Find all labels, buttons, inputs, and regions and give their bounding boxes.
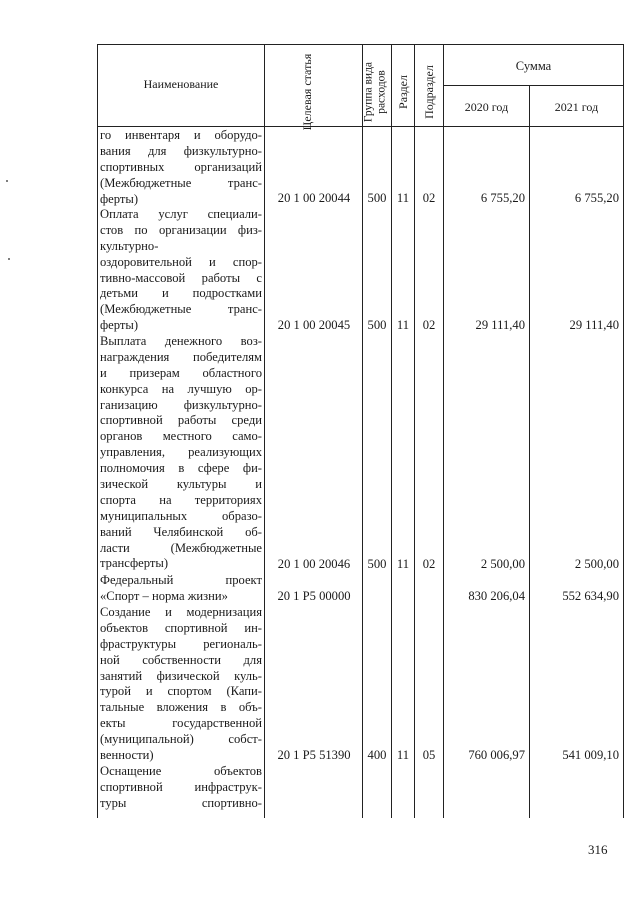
row-6-line-2: спортивной инфраструк- [100, 779, 262, 794]
row-2-line-5: тивно-массовой работы с [100, 270, 262, 285]
header-subsection: Подраздел [422, 65, 436, 119]
row-3-group: 500 [367, 557, 387, 571]
row-5-name [100, 605, 262, 764]
row-3-line-9: полномочия в сфере фи- [100, 461, 262, 476]
row-2-line-2: стов по организации физ- [100, 222, 262, 237]
scan-speck [6, 180, 8, 182]
row-3-line-1: Выплата денежного воз- [100, 334, 262, 348]
row-4-name [100, 573, 262, 605]
row-4-line-1: Федеральный проект [100, 573, 262, 587]
row-4-target: 20 1 P5 00000 [277, 589, 351, 603]
row-3-line-12: муниципальных образо- [100, 508, 262, 523]
row-5-group: 400 [367, 748, 387, 762]
row-6-line-1: Оснащение объектов [100, 764, 262, 778]
header-section: Раздел [396, 75, 410, 109]
row-2-subsection: 02 [422, 318, 436, 332]
row-1-line-1: го инвентаря и оборудо- [100, 128, 262, 142]
header-group [363, 52, 391, 133]
row-5-line-3: фраструктуры региональ- [100, 636, 262, 651]
col-border-group [391, 44, 392, 818]
row-4-line-2: «Спорт – норма жизни» [100, 588, 228, 603]
row-3-subsection: 02 [422, 557, 436, 571]
row-5-2021: 541 009,10 [562, 748, 619, 762]
col-border-left [97, 44, 98, 818]
row-3-2021: 2 500,00 [574, 557, 619, 571]
col-border-target [362, 44, 363, 818]
row-5-2020: 760 006,97 [468, 748, 525, 762]
row-3-line-3: и призерам областного [100, 365, 262, 380]
row-3-line-15: трансферты) [100, 556, 169, 571]
row-3-line-13: ваний Челябинской об- [100, 524, 262, 539]
row-3-line-11: спорта на территориях [100, 492, 262, 507]
row-1-line-4: (Межбюджетные транс- [100, 175, 262, 190]
row-5-line-4: ной собственности для [100, 652, 262, 667]
header-target [300, 43, 328, 141]
row-1-name [100, 128, 262, 207]
row-5-line-1: Создание и модернизация [100, 605, 262, 619]
row-5-subsection: 05 [422, 748, 436, 762]
row-5-target: 20 1 P5 51390 [277, 748, 351, 762]
col-border-section [414, 44, 415, 818]
row-5-line-5: занятий физической куль- [100, 668, 262, 683]
table-top-border [97, 44, 624, 45]
row-5-line-10: венности) [100, 748, 154, 763]
row-2-line-6: детьми и подростками [100, 286, 262, 301]
col-border-name [264, 44, 265, 818]
header-name: Наименование [143, 77, 219, 91]
row-5-section: 11 [396, 748, 410, 762]
row-3-line-7: органов местного само- [100, 429, 262, 444]
row-3-line-2: награждения победителям [100, 349, 262, 364]
row-2-line-3: культурно- [100, 238, 159, 253]
row-1-line-3: спортивных организаций [100, 159, 262, 174]
row-4-2021: 552 634,90 [562, 589, 619, 603]
scan-speck [8, 258, 10, 260]
row-6-name [100, 764, 262, 812]
row-2-line-7: (Межбюджетные транс- [100, 302, 262, 317]
row-5-line-9: (муниципальной) собст- [100, 732, 262, 747]
row-2-2021: 29 111,40 [569, 318, 619, 332]
row-1-group: 500 [367, 191, 387, 205]
row-1-2020: 6 755,20 [480, 191, 525, 205]
row-3-section: 11 [396, 557, 410, 571]
page-number: 316 [588, 842, 608, 857]
header-bottom-border [97, 126, 624, 127]
row-1-subsection: 02 [422, 191, 436, 205]
header-year-2021: 2021 год [554, 100, 599, 114]
header-group-text: Группа вида расходов [362, 61, 388, 123]
row-3-name [100, 334, 262, 572]
row-1-2021: 6 755,20 [574, 191, 619, 205]
row-3-line-10: зической культуры и [100, 477, 262, 492]
header-year-2020: 2020 год [464, 100, 509, 114]
row-5-line-8: екты государственной [100, 716, 262, 731]
row-6-line-3: туры спортивно- [100, 795, 262, 810]
row-5-line-7: тальные вложения в объ- [100, 700, 262, 715]
row-1-section: 11 [396, 191, 410, 205]
row-3-line-8: управления, реализующих [100, 445, 262, 460]
sum-subheader-line [443, 85, 624, 86]
row-3-2020: 2 500,00 [480, 557, 525, 571]
row-2-target: 20 1 00 20045 [277, 318, 351, 332]
row-3-target: 20 1 00 20046 [277, 557, 351, 571]
row-2-2020: 29 111,40 [475, 318, 525, 332]
row-2-line-1: Оплата услуг специали- [100, 207, 262, 221]
header-target-text: Целевая статья [300, 53, 314, 131]
row-3-line-6: спортивной работы среди [100, 413, 262, 428]
row-5-line-6: турой и спортом (Капи- [100, 684, 262, 699]
col-border-right [623, 44, 624, 818]
col-border-subsection [443, 44, 444, 818]
row-2-section: 11 [396, 318, 410, 332]
row-2-name [100, 207, 262, 334]
row-4-2020: 830 206,04 [468, 589, 525, 603]
row-2-line-4: оздоровительной и спор- [100, 254, 262, 269]
row-1-target: 20 1 00 20044 [277, 191, 351, 205]
header-sum: Сумма [515, 59, 552, 73]
row-5-line-2: объектов спортивной ин- [100, 620, 262, 635]
row-1-line-5: ферты) [100, 191, 139, 206]
row-3-line-14: ласти (Межбюджетные [100, 540, 262, 555]
row-2-line-8: ферты) [100, 318, 139, 333]
row-3-line-5: ганизацию физкультурно- [100, 397, 262, 412]
row-1-line-2: вания для физкультурно- [100, 143, 262, 158]
row-3-line-4: конкурса на лучшую ор- [100, 381, 262, 396]
row-2-group: 500 [367, 318, 387, 332]
